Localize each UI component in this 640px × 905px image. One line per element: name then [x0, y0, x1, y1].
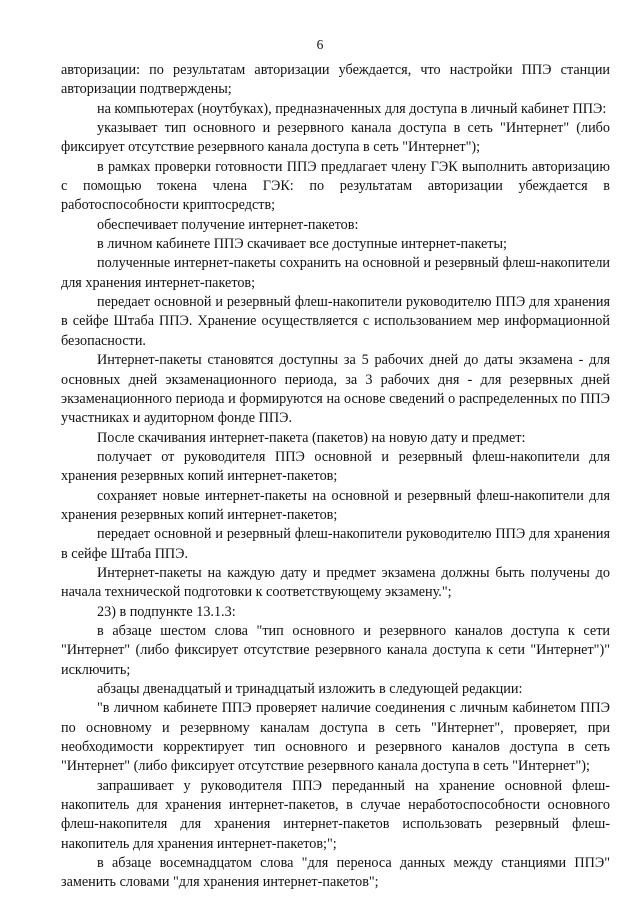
paragraph: в личном кабинете ППЭ скачивает все доступные интернет-пакеты; — [97, 236, 507, 253]
paragraph: сохраняет новые интернет-пакеты на основной и резервный флеш-накопители для хранения резервных копий интернет-пакетов; — [61, 487, 610, 523]
paragraph: авторизации: по результатам авторизации убеждается, что настройки ППЭ станции авторизации подтверждены; — [61, 62, 610, 98]
paragraph: абзацы двенадцатый и тринадцатый изложить в следующей редакции: — [97, 681, 523, 697]
document-body — [61, 61, 610, 893]
paragraph: "в личном кабинете ППЭ проверяет наличие соединения с личным кабинетом ППЭ по основному и резервному каналам доступа в сеть "Интернет", проверяет, при необходимости корректирует тип основного и резервного каналов доступа в сеть "Интернет" (либо фиксирует отсутствие резервного канала доступа в сеть "Интернет"); — [61, 700, 610, 775]
paragraph: Интернет-пакеты становятся доступны за 5 рабочих дней до даты экзамена - для основных дней экзаменационного периода, за 3 рабочих дня - для резервных дней экзаменационного периода и формируются на основе сведений о распределенных по ППЭ участниках и аудиторном фонде ППЭ. — [61, 352, 610, 427]
paragraph: получает от руководителя ППЭ основной и резервный флеш-накопители для хранения резервных копий интернет-пакетов; — [61, 448, 610, 485]
paragraph: в абзаце восемнадцатом слова "для переноса данных между станциями ППЭ" заменить словами "для хранения интернет-пакетов"; — [61, 855, 610, 891]
paragraph: передает основной и резервный флеш-накопители руководителю ППЭ для хранения в сейфе Штаба ППЭ. — [61, 526, 610, 562]
paragraph: Интернет-пакеты на каждую дату и предмет экзамена должны быть получены до начала технической подготовки к соответствующему экзамену."; — [61, 564, 610, 601]
paragraph: указывает тип основного и резервного канала доступа в сеть "Интернет" (либо фиксирует отсутствие резервного канала доступа в сеть "Интернет"); — [61, 120, 610, 156]
paragraph: После скачивания интернет-пакета (пакетов) на новую дату и предмет: — [97, 429, 526, 446]
paragraph: обеспечивает получение интернет-пакетов: — [97, 216, 359, 233]
paragraph: в рамках проверки готовности ППЭ предлагает члену ГЭК выполнить авторизацию с помощью токена члена ГЭК: по результатам авторизации убеждается в работоспособности криптосредств; — [61, 158, 610, 214]
paragraph: запрашивает у руководителя ППЭ переданный на хранение основной флеш-накопитель для хранения интернет-пакетов, в случае неработоспособности основного флеш-накопителя для хранения интернет-пакетов использовать резервный флеш-накопитель для хранения интернет-пакетов;"; — [61, 777, 610, 852]
paragraph: полученные интернет-пакеты сохранить на основной и резервный флеш-накопители для хранения интернет-пакетов; — [61, 255, 610, 291]
paragraph: в абзаце шестом слова "тип основного и резервного каналов доступа к сети "Интернет" (либо фиксирует отсутствие резервного канала доступа к сети "Интернет")" исключить; — [61, 622, 610, 678]
paragraph: передает основной и резервный флеш-накопители руководителю ППЭ для хранения в сейфе Штаба ППЭ. Хранение осуществляется с использованием мер информационной безопасности. — [61, 294, 610, 349]
page-number: 6 — [316, 37, 324, 52]
paragraph: 23) в подпункте 13.1.3: — [97, 603, 236, 620]
paragraph: на компьютерах (ноутбуках), предназначенных для доступа в личный кабинет ППЭ: — [97, 100, 607, 117]
